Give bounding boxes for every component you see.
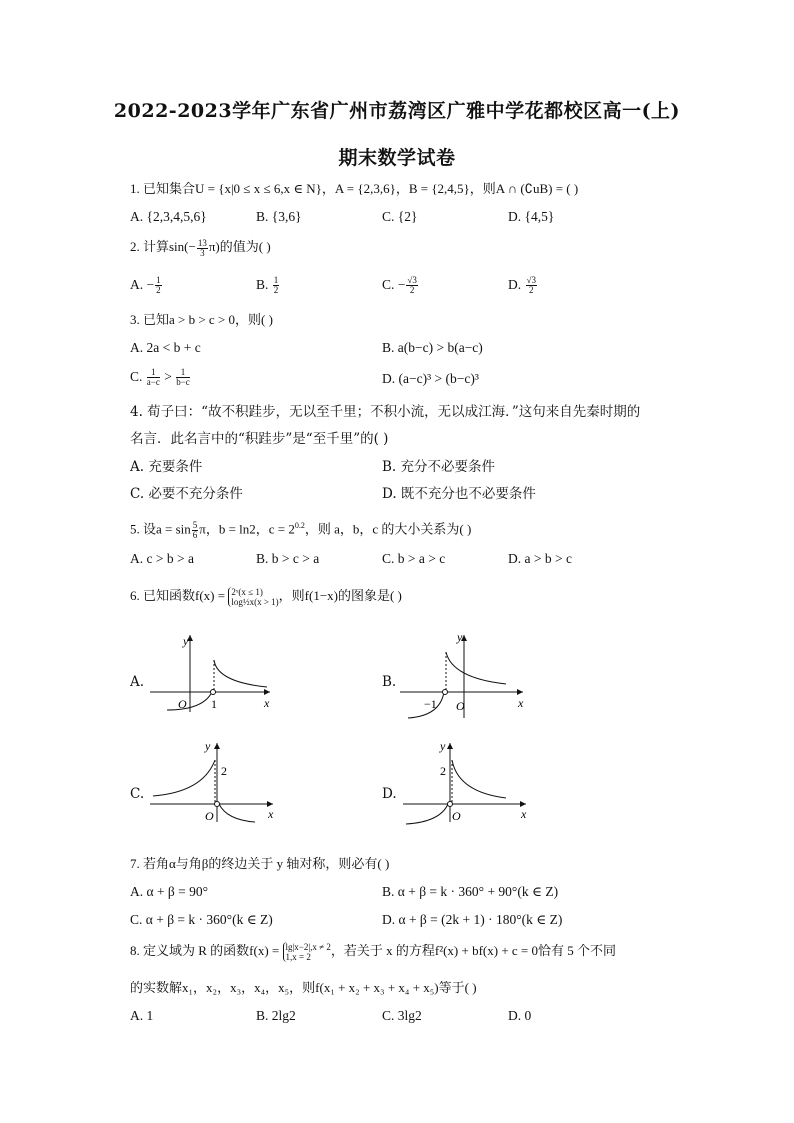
- q2-stem: [130, 238, 271, 258]
- q8-option-b: B. 2lg2: [256, 1008, 296, 1023]
- q1-option-d: D. {4,5}: [508, 209, 555, 224]
- q4-stem-line1: 4. 荀子曰：“故不积跬步，无以至千里；不积小流，无以成江海．”这句来自先秦时期的: [130, 404, 641, 420]
- q6-c-origin: O: [205, 809, 214, 823]
- q6-label-c: C.: [130, 786, 145, 802]
- q7-option-a: A. α + β = 90°: [130, 884, 209, 899]
- q6-graph-a: [145, 630, 275, 715]
- q2-option-b: B. $\frac{1}{2}$: [256, 275, 279, 296]
- q4-stem-line2: 名言．此名言中的“积跬步”是“至千里”的( ): [130, 431, 389, 447]
- q6-b-axis-y: y: [457, 630, 463, 644]
- q6-c-tick-two: 2: [221, 764, 227, 778]
- q6-label-b: B.: [382, 674, 397, 690]
- q4-option-c: C. 必要不充分条件: [130, 486, 243, 502]
- q3-option-c: C. $\frac{1}{a-c}$ > $\frac{1}{b-c}$: [130, 367, 190, 388]
- q1-stem: 1. 已知集合U = {x|0 ≤ x ≤ 6,x ∈ N}，A = {2,3,6}，B = {2,4,5}，则A ∩ (∁uB) = ( ): [130, 181, 579, 196]
- q6-b-tick-neg-one: −1: [424, 697, 437, 711]
- q5-option-a: A. c > b > a: [130, 551, 194, 566]
- q6-d-axis-x: x: [521, 807, 527, 821]
- q6-graph-b: [398, 630, 528, 720]
- q4-option-d: D. 既不充分也不必要条件: [382, 486, 536, 502]
- q6-a-origin: O: [178, 697, 187, 711]
- q6-a-axis-x: x: [264, 696, 270, 710]
- q4-option-b: B. 充分不必要条件: [382, 459, 496, 475]
- q3-option-a: A. 2a < b + c: [130, 340, 201, 355]
- q3-option-d: D. (a−c)³ > (b−c)³: [382, 371, 479, 386]
- q2-option-a: A. − $\frac{1}{2}$: [130, 275, 161, 296]
- q6-graph-d: [398, 740, 533, 825]
- q6-b-origin: O: [456, 699, 465, 713]
- q6-label-d: D.: [382, 786, 397, 802]
- q6-d-axis-y: y: [440, 739, 446, 753]
- exam-title-line1: 2022-2023学年广东省广州市荔湾区广雅中学花都校区高一(上): [113, 100, 681, 122]
- q5-option-d: D. a > b > c: [508, 551, 572, 566]
- q6-d-origin: O: [452, 809, 461, 823]
- q8-stem-line2: 的实数解x₁，x₂，x₃，x₄，x₅，则f(x₁ + x₂ + x₃ + x₄ + x₅)等于( ): [130, 980, 477, 995]
- q2-stem-post: π)的值为( ): [208, 239, 271, 254]
- q4-option-a: A. 充要条件: [130, 459, 203, 475]
- q7-option-b: B. α + β = k · 360° + 90°(k ∈ Z): [382, 884, 559, 899]
- q2-option-d: D. $\frac{√3}{2}$: [508, 275, 536, 296]
- q1-option-b: B. {3,6}: [256, 209, 302, 224]
- q2-option-c: C. − $\frac{√3}{2}$: [382, 275, 417, 296]
- q6-b-axis-x: x: [518, 696, 524, 710]
- q2-stem-pre: 2. 计算sin(−: [130, 239, 196, 254]
- q8-piecewise: lg|x−2|,x ≠ 2 1,x = 2: [283, 942, 331, 962]
- q3-option-b: B. a(b−c) > b(a−c): [382, 340, 483, 355]
- q6-label-a: A.: [130, 674, 145, 690]
- q5-option-c: C. b > a > c: [382, 551, 446, 566]
- q8-option-a: A. 1: [130, 1008, 154, 1023]
- q6-piecewise: 2ˣ(x ≤ 1) log½x(x > 1): [228, 587, 278, 607]
- q2-fraction: $\frac{13}{3}$: [197, 237, 207, 258]
- q5-stem: 5. 设a = sin $\frac{5}{6}$ π，b = ln2，$c = 2^{0.2}$，则 a，b，c 的大小关系为( ): [130, 519, 472, 540]
- q6-stem: 6. 已知函数f(x) = 2ˣ(x ≤ 1) log½x(x > 1) ，则f(1−x)的图象是( ): [130, 587, 402, 608]
- q8-stem-line1: 8. 定义域为 R 的函数f(x) = lg|x−2|,x ≠ 2 1,x = 2 ，若关于 x 的方程f²(x) + bf(x) + c = 0恰有 5 个不同: [130, 942, 617, 963]
- q6-graph-c: [145, 740, 280, 825]
- q7-option-c: C. α + β = k · 360°(k ∈ Z): [130, 912, 273, 927]
- q6-c-axis-x: x: [268, 807, 274, 821]
- q6-a-axis-y: y: [183, 634, 189, 648]
- q6-c-axis-y: y: [205, 739, 211, 753]
- q8-option-c: C. 3lg2: [382, 1008, 422, 1023]
- q7-stem: 7. 若角α与角β的终边关于 y 轴对称，则必有( ): [130, 856, 390, 871]
- q8-option-d: D. 0: [508, 1008, 532, 1023]
- q1-option-c: C. {2}: [382, 209, 418, 224]
- exam-title-line2: 期末数学试卷: [338, 147, 456, 169]
- q5-option-b: B. b > c > a: [256, 551, 320, 566]
- q3-stem: 3. 已知a > b > c > 0，则( ): [130, 312, 273, 327]
- q6-a-tick-one: 1: [211, 697, 217, 711]
- q1-option-a: A. {2,3,4,5,6}: [130, 209, 207, 224]
- q7-option-d: D. α + β = (2k + 1) · 180°(k ∈ Z): [382, 912, 563, 927]
- q6-d-tick-two: 2: [440, 764, 446, 778]
